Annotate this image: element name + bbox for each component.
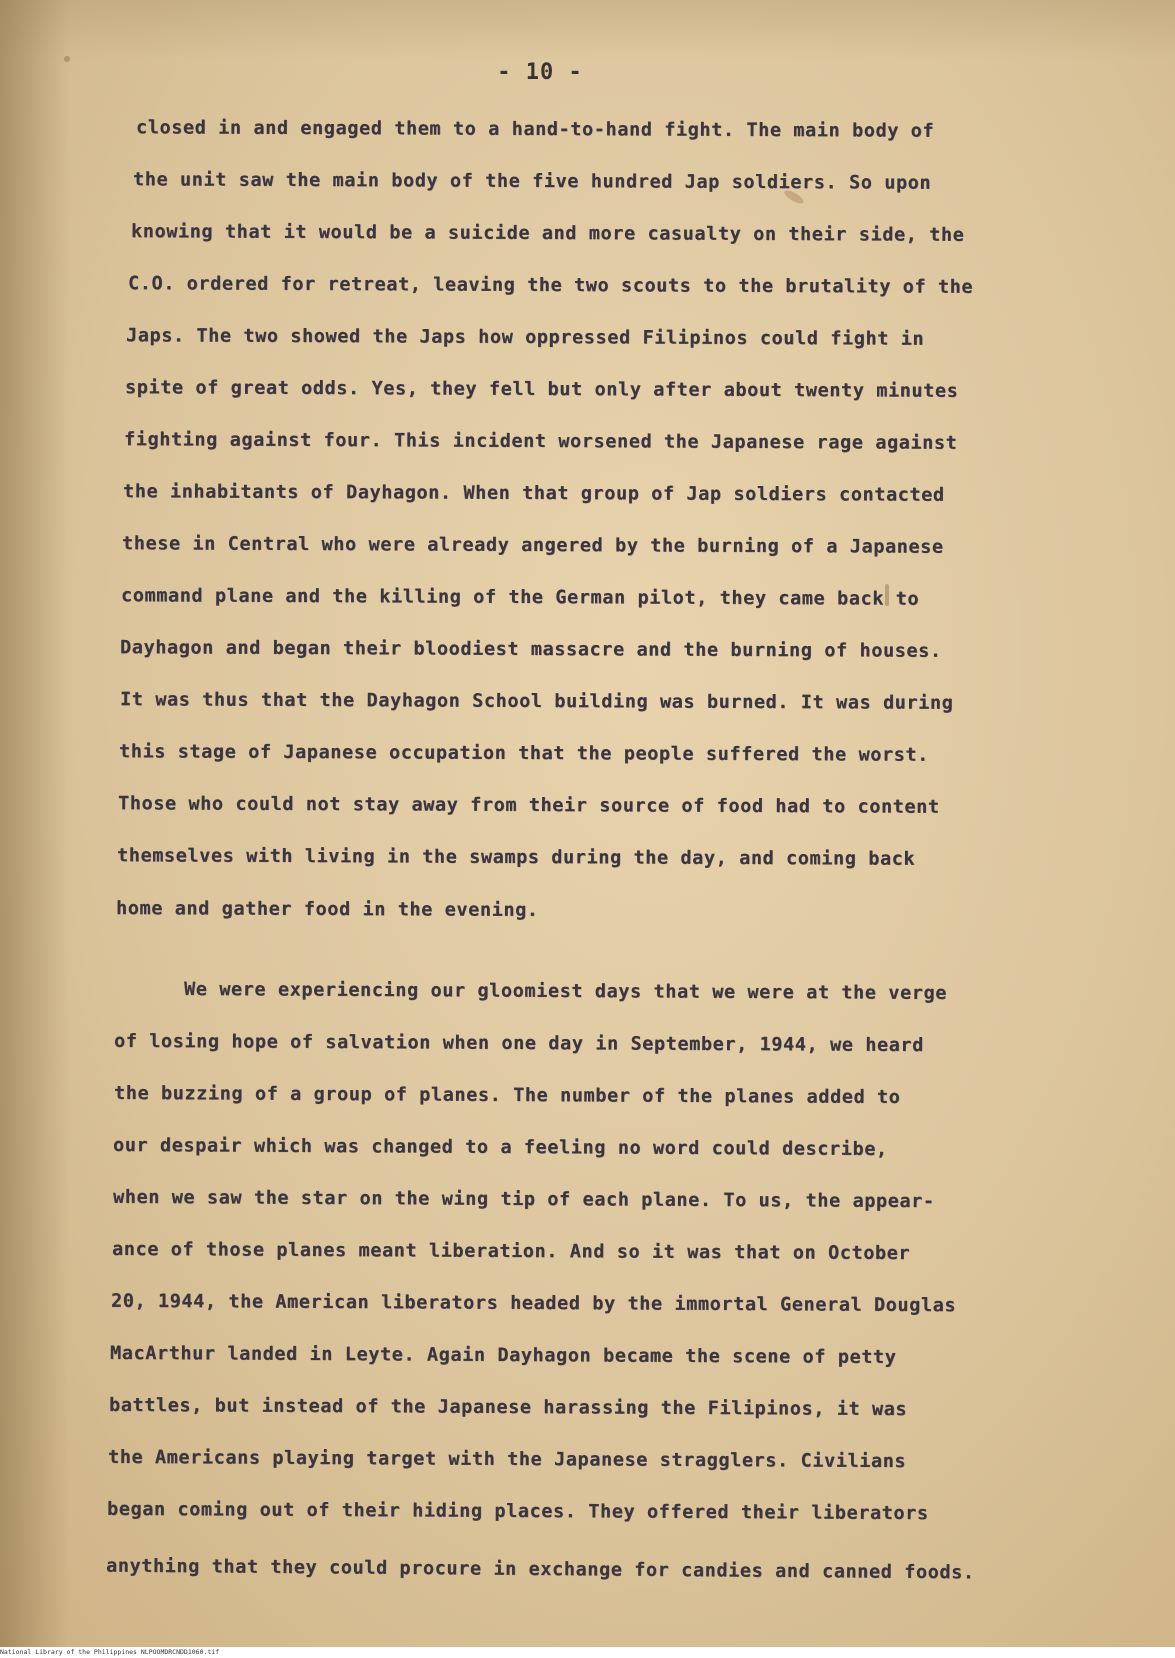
body-line: Japs. The two showed the Japs how oppressed Filipinos could fight in	[125, 325, 925, 350]
body-line: closed in and engaged them to a hand-to-hand fight. The main body of	[135, 117, 935, 142]
archive-footer	[0, 1647, 1175, 1658]
body-line: ance of those planes meant liberation. And so it was that on October	[111, 1238, 911, 1265]
body-line: We were experiencing our gloomiest days that we were at the verge	[183, 979, 948, 1004]
body-line: the inhabitants of Dayhagon. When that group of Jap soldiers contacted	[122, 481, 945, 506]
body-line: Those who could not stay away from their source of food had to content	[117, 793, 940, 818]
body-line: MacArthur landed in Leyte. Again Dayhagon became the scene of petty	[109, 1342, 897, 1369]
body-line: this stage of Japanese occupation that the people suffered the worst.	[118, 741, 929, 766]
body-line: anything that they could procure in exchange for candies and canned foods.	[105, 1555, 975, 1584]
body-line: spite of great odds. Yes, they fell but only after about twenty minutes	[124, 377, 959, 402]
page-number: - 10 -	[497, 60, 583, 85]
body-line: fighting against four. This incident worsened the Japanese rage against	[123, 429, 958, 454]
body-line: C.O. ordered for retreat, leaving the two scouts to the brutality of the	[127, 273, 974, 298]
body-line: when we saw the star on the wing tip of each plane. To us, the appear-	[112, 1186, 935, 1213]
body-line: our despair which was changed to a feeling no word could describe,	[112, 1134, 888, 1161]
body-line: battles, but instead of the Japanese harassing the Filipinos, it was	[108, 1394, 908, 1421]
body-line: themselves with living in the swamps during the day, and coming back	[116, 845, 916, 870]
body-line: It was thus that the Dayhagon School building was burned. It was during	[119, 689, 954, 714]
body-line: of losing hope of salvation when one day in September, 1944, we heard	[113, 1030, 924, 1057]
body-line: Dayhagon and began their bloodiest massacre and the burning of houses.	[119, 637, 942, 662]
body-line: 20, 1944, the American liberators headed by the immortal General Douglas	[110, 1290, 957, 1317]
body-line: knowing that it would be a suicide and more casualty on their side, the	[130, 221, 965, 246]
body-line: the Americans playing target with the Japanese stragglers. Civilians	[107, 1446, 907, 1473]
body-line: these in Central who were already angered by the burning of a Japanese	[121, 533, 944, 558]
archive-credit: National Library of the Philippines NLPOOMDRCNDD1060.tif	[0, 1648, 220, 1656]
paper-stain	[64, 56, 70, 62]
body-line: home and gather food in the evening.	[115, 898, 539, 921]
body-line: command plane and the killing of the German pilot, they came back to	[120, 585, 920, 610]
body-line: the buzzing of a group of planes. The number of the planes added to	[113, 1082, 901, 1109]
body-line: the unit saw the main body of the five hundred Jap soldiers. So upon	[132, 169, 932, 194]
body-line: began coming out of their hiding places. They offered their liberators	[106, 1498, 929, 1525]
